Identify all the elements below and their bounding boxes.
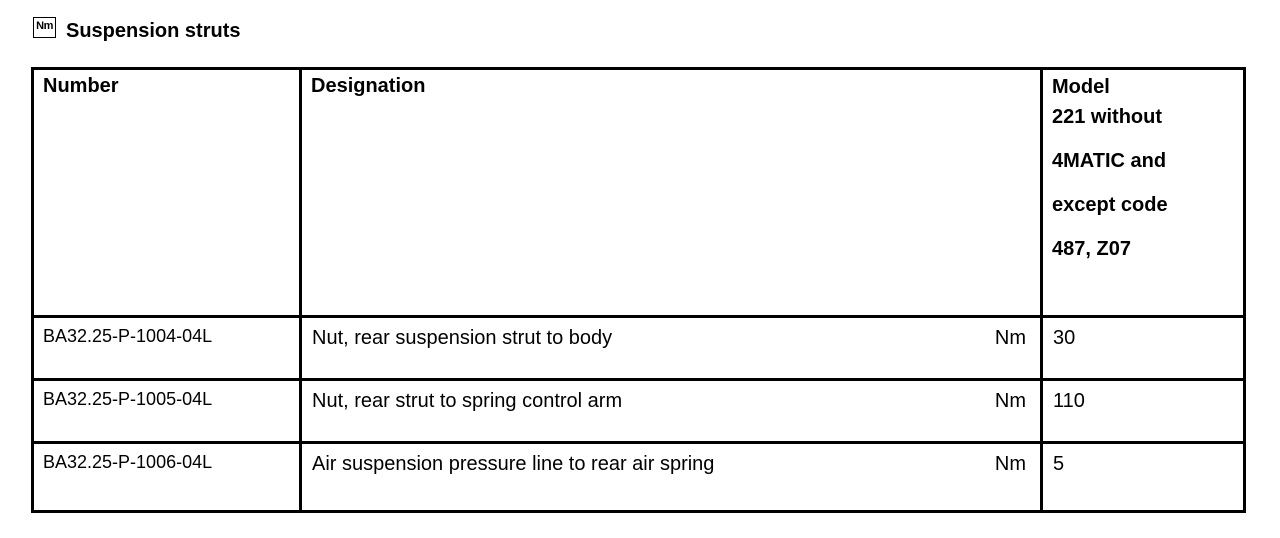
header-number: Number bbox=[33, 69, 301, 317]
row-value-cell: 30 bbox=[1042, 317, 1245, 380]
row-number-cell: BA32.25-P-1004-04L bbox=[33, 317, 301, 380]
row-designation: Nut, rear suspension strut to body bbox=[312, 327, 613, 349]
row-designation-cell bbox=[301, 443, 1042, 512]
torque-nm-icon: Nm bbox=[33, 17, 56, 38]
model-header-line: except code bbox=[1052, 194, 1168, 216]
model-header-label: Model bbox=[1052, 76, 1110, 98]
table-row bbox=[33, 317, 1245, 380]
row-unit: Nm bbox=[994, 453, 1026, 475]
table-row bbox=[33, 380, 1245, 443]
row-designation-cell bbox=[301, 317, 1042, 380]
model-header-line: 4MATIC and bbox=[1052, 150, 1167, 172]
row-designation-cell bbox=[301, 380, 1042, 443]
model-header-line: 221 without bbox=[1052, 106, 1163, 128]
row-unit: Nm bbox=[994, 390, 1026, 412]
row-value-cell: 5 bbox=[1042, 443, 1245, 512]
row-unit: Nm bbox=[994, 327, 1026, 349]
torque-specification-table bbox=[31, 67, 1246, 513]
model-header-line: 487, Z07 bbox=[1052, 238, 1131, 260]
table-row bbox=[33, 443, 1245, 512]
table-header-row bbox=[33, 69, 1245, 317]
row-designation: Air suspension pressure line to rear air spring bbox=[312, 453, 715, 475]
row-number-cell: BA32.25-P-1006-04L bbox=[33, 443, 301, 512]
section-title: Suspension struts bbox=[66, 20, 241, 42]
header-designation: Designation bbox=[301, 69, 1042, 317]
header-model bbox=[1042, 69, 1245, 317]
row-number-cell: BA32.25-P-1005-04L bbox=[33, 380, 301, 443]
row-designation: Nut, rear strut to spring control arm bbox=[312, 390, 623, 412]
row-value-cell: 110 bbox=[1042, 380, 1245, 443]
section-heading bbox=[33, 15, 240, 45]
